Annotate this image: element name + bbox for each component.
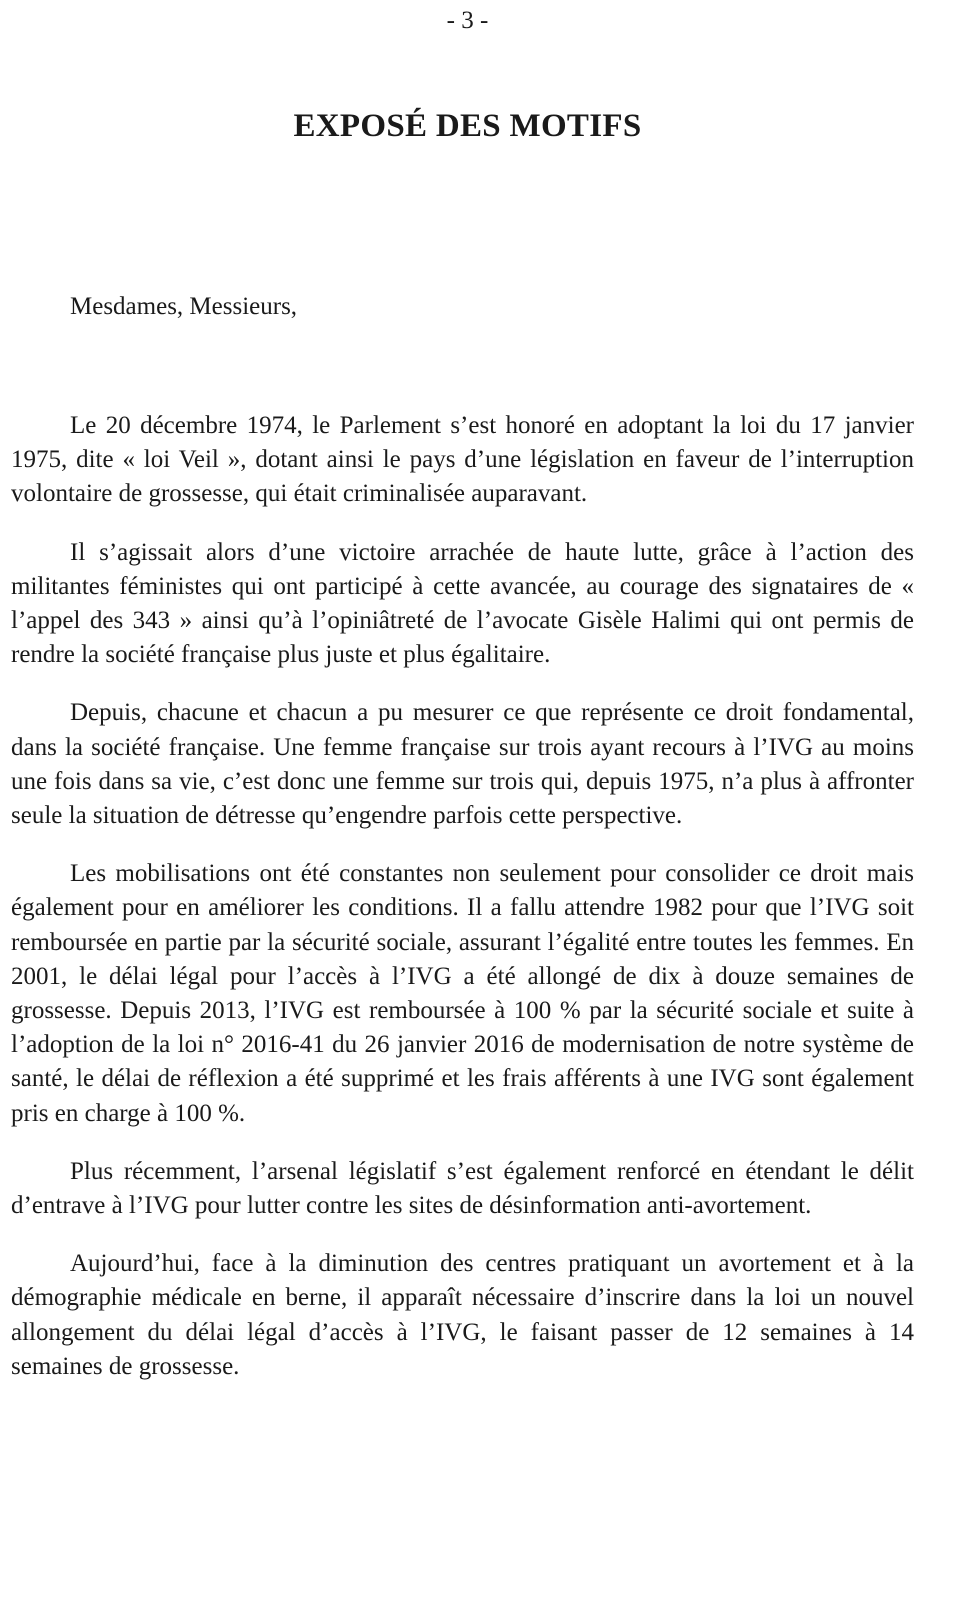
paragraph: Le 20 décembre 1974, le Parlement s’est honoré en adoptant la loi du 17 janvier 1975, dite « loi Veil », dotant ainsi le pays d’une législation en faveur de l’interruption volontaire de grossesse, qui était criminalisée auparavant. [11, 412, 914, 508]
paragraph: Plus récemment, l’arsenal législatif s’est également renforcé en étendant le délit d’entrave à l’IVG pour lutter contre les sites de désinformation anti-avortement. [11, 1157, 914, 1220]
paragraph: Depuis, chacune et chacun a pu mesurer ce que représente ce droit fondamental, dans la société française. Une femme française sur trois ayant recours à l’IVG au moins une fois dans sa vie, c’est donc une femme sur trois qui, depuis 1975, n’a plus à affronter seule la situation de détresse qu’engendre parfois cette perspective. [11, 699, 914, 830]
page-number: - 3 - [446, 7, 489, 34]
paragraph: Aujourd’hui, face à la diminution des centres pratiquant un avortement et à la démographie médicale en berne, il apparaît nécessaire d’inscrire dans la loi un nouvel allongement du délai légal d’accès à l’IVG, le faisant passer de 12 semaines à 14 semaines de grossesse. [11, 1250, 914, 1380]
paragraph: Il s’agissait alors d’une victoire arrachée de haute lutte, grâce à l’action des militantes féministes qui ont participé à cette avancée, au courage des signataires de « l’appel des 343 » ainsi qu’à l’opiniâtreté de l’avocate Gisèle Halimi qui ont permis de rendre la société française plus juste et plus égalitaire. [11, 538, 914, 669]
document-title: EXPOSÉ DES MOTIFS [293, 108, 642, 144]
salutation: Mesdames, Messieurs, [70, 293, 298, 320]
paragraph: Les mobilisations ont été constantes non seulement pour consolider ce droit mais également pour en améliorer les conditions. Il a fallu attendre 1982 pour que l’IVG soit remboursée en partie par la sécurité sociale, assurant l’égalité entre toutes les femmes. En 2001, le délai légal pour l’accès à l’IVG a été allongé de dix à douze semaines de grossesse. Depuis 2013, l’IVG est remboursée à 100 % par la sécurité sociale et suite à l’adoption de la loi n° 2016-41 du 26 janvier 2016 de modernisation de notre système de santé, le délai de réflexion a été supprimé et les frais afférents à une IVG sont également pris en charge à 100 %. [11, 860, 914, 1127]
body-text [11, 409, 914, 1384]
